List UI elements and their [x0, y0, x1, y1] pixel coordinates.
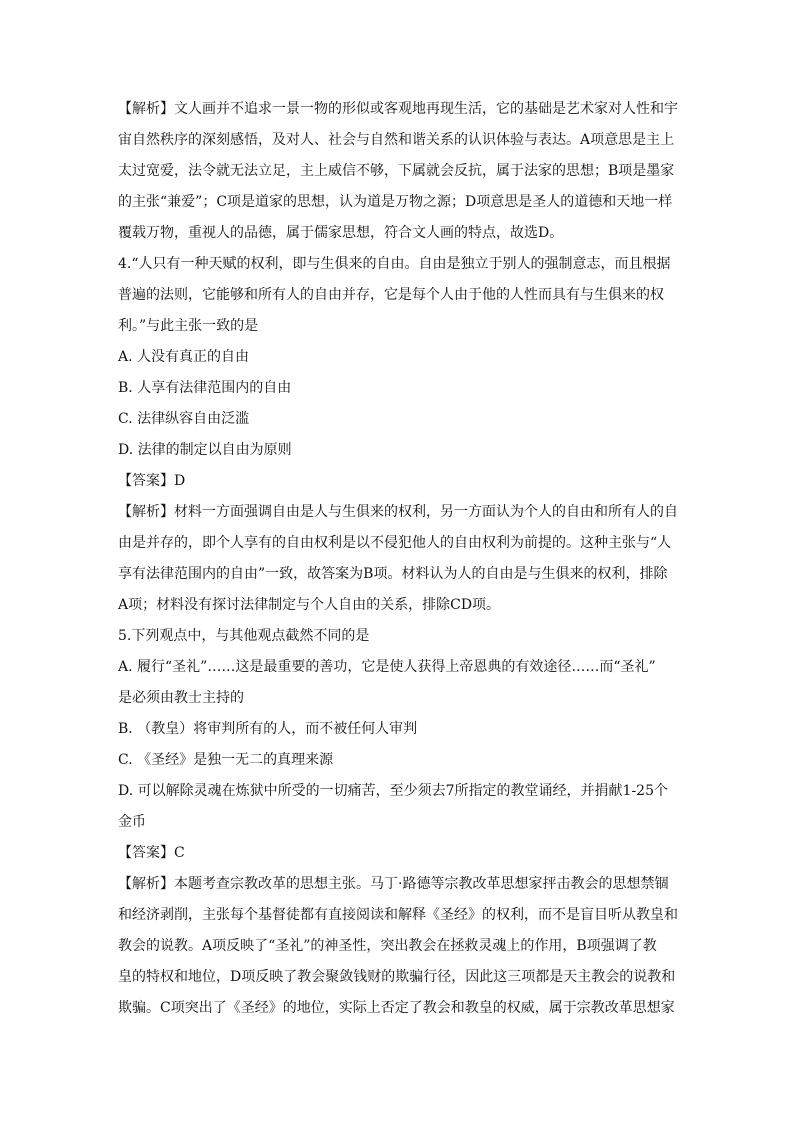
- text-line: 金币: [118, 814, 146, 830]
- text-line: 5.下列观点中，与其他观点截然不同的是: [118, 628, 370, 644]
- text-line: B. （教皇）将审判所有的人，而不被任何人审判: [118, 721, 418, 737]
- text-line: 4.“人只有一种天赋的权利，即与生俱来的自由。自由是独立于别人的强制意志，而且根据: [118, 256, 671, 272]
- text-line: 利。”与此主张一致的是: [118, 318, 259, 334]
- text-line: A项；材料没有探讨法律制定与个人自由的关系，排除CD项。: [118, 597, 501, 613]
- text-line: 【解析】本题考查宗教改革的思想主张。马丁·路德等宗教改革思想家抨击教会的思想禁锢: [118, 876, 669, 892]
- text-line: 皇的特权和地位，D项反映了教会聚敛钱财的欺骗行径，因此这三项都是天主教会的说教和: [118, 969, 676, 985]
- text-line: 由是并存的，即个人享有的自由权利是以不侵犯他人的自由权利为前提的。这种主张与“人: [118, 535, 672, 551]
- text-line: 【解析】文人画并不追求一景一物的形似或客观地再现生活，它的基础是艺术家对人性和宇: [118, 101, 678, 117]
- text-line: 享有法律范围内的自由”一致，故答案为B项。材料认为人的自由是与生俱来的权利，排除: [118, 566, 668, 582]
- text-line: 普遍的法则，它能够和所有人的自由并存，它是每个人由于他的人性而具有与生俱来的权: [118, 287, 664, 303]
- text-line: A. 履行“圣礼”……这是最重要的善功，它是使人获得上帝恩典的有效途径……而“圣礼”: [118, 659, 656, 675]
- text-line: 【答案】D: [118, 473, 186, 489]
- text-line: C. 法律纵容自由泛滥: [118, 411, 250, 427]
- document-body: [118, 94, 678, 1024]
- text-line: 宙自然秩序的深刻感悟，及对人、社会与自然和谐关系的认识体验与表达。A项意思是主上: [118, 132, 675, 148]
- text-line: C. 《圣经》是独一无二的真理来源: [118, 752, 334, 768]
- text-line: 太过宽爱，法令就无法立足，主上威信不够，下属就会反抗，属于法家的思想；B项是墨家: [118, 163, 675, 179]
- text-line: 和经济剥削，主张每个基督徒都有直接阅读和解释《圣经》的权利，而不是盲目听从教皇和: [118, 907, 678, 923]
- text-line: 的主张“兼爱”；C项是道家的思想，认为道是万物之源；D项意思是圣人的道德和天地一样: [118, 194, 673, 210]
- text-line: 欺骗。C项突出了《圣经》的地位，实际上否定了教会和教皇的权威，属于宗教改革思想家: [118, 1000, 675, 1016]
- text-line: 【解析】材料一方面强调自由是人与生俱来的权利，另一方面认为个人的自由和所有人的自: [118, 504, 678, 520]
- text-line: D. 法律的制定以自由为原则: [118, 442, 292, 458]
- text-line: 是必须由教士主持的: [118, 690, 244, 706]
- text-line: 教会的说教。A项反映了“圣礼”的神圣性，突出教会在拯救灵魂上的作用，B项强调了教: [118, 938, 657, 954]
- text-line: 覆载万物，重视人的品德，属于儒家思想，符合文人画的特点，故选D。: [118, 225, 564, 241]
- text-line: A. 人没有真正的自由: [118, 349, 250, 365]
- text-line: 【答案】C: [118, 845, 185, 861]
- text-line: D. 可以解除灵魂在炼狱中所受的一切痛苦，至少须去7所指定的教堂诵经，并捐献1-25个: [118, 783, 668, 799]
- text-line: B. 人享有法律范围内的自由: [118, 380, 292, 396]
